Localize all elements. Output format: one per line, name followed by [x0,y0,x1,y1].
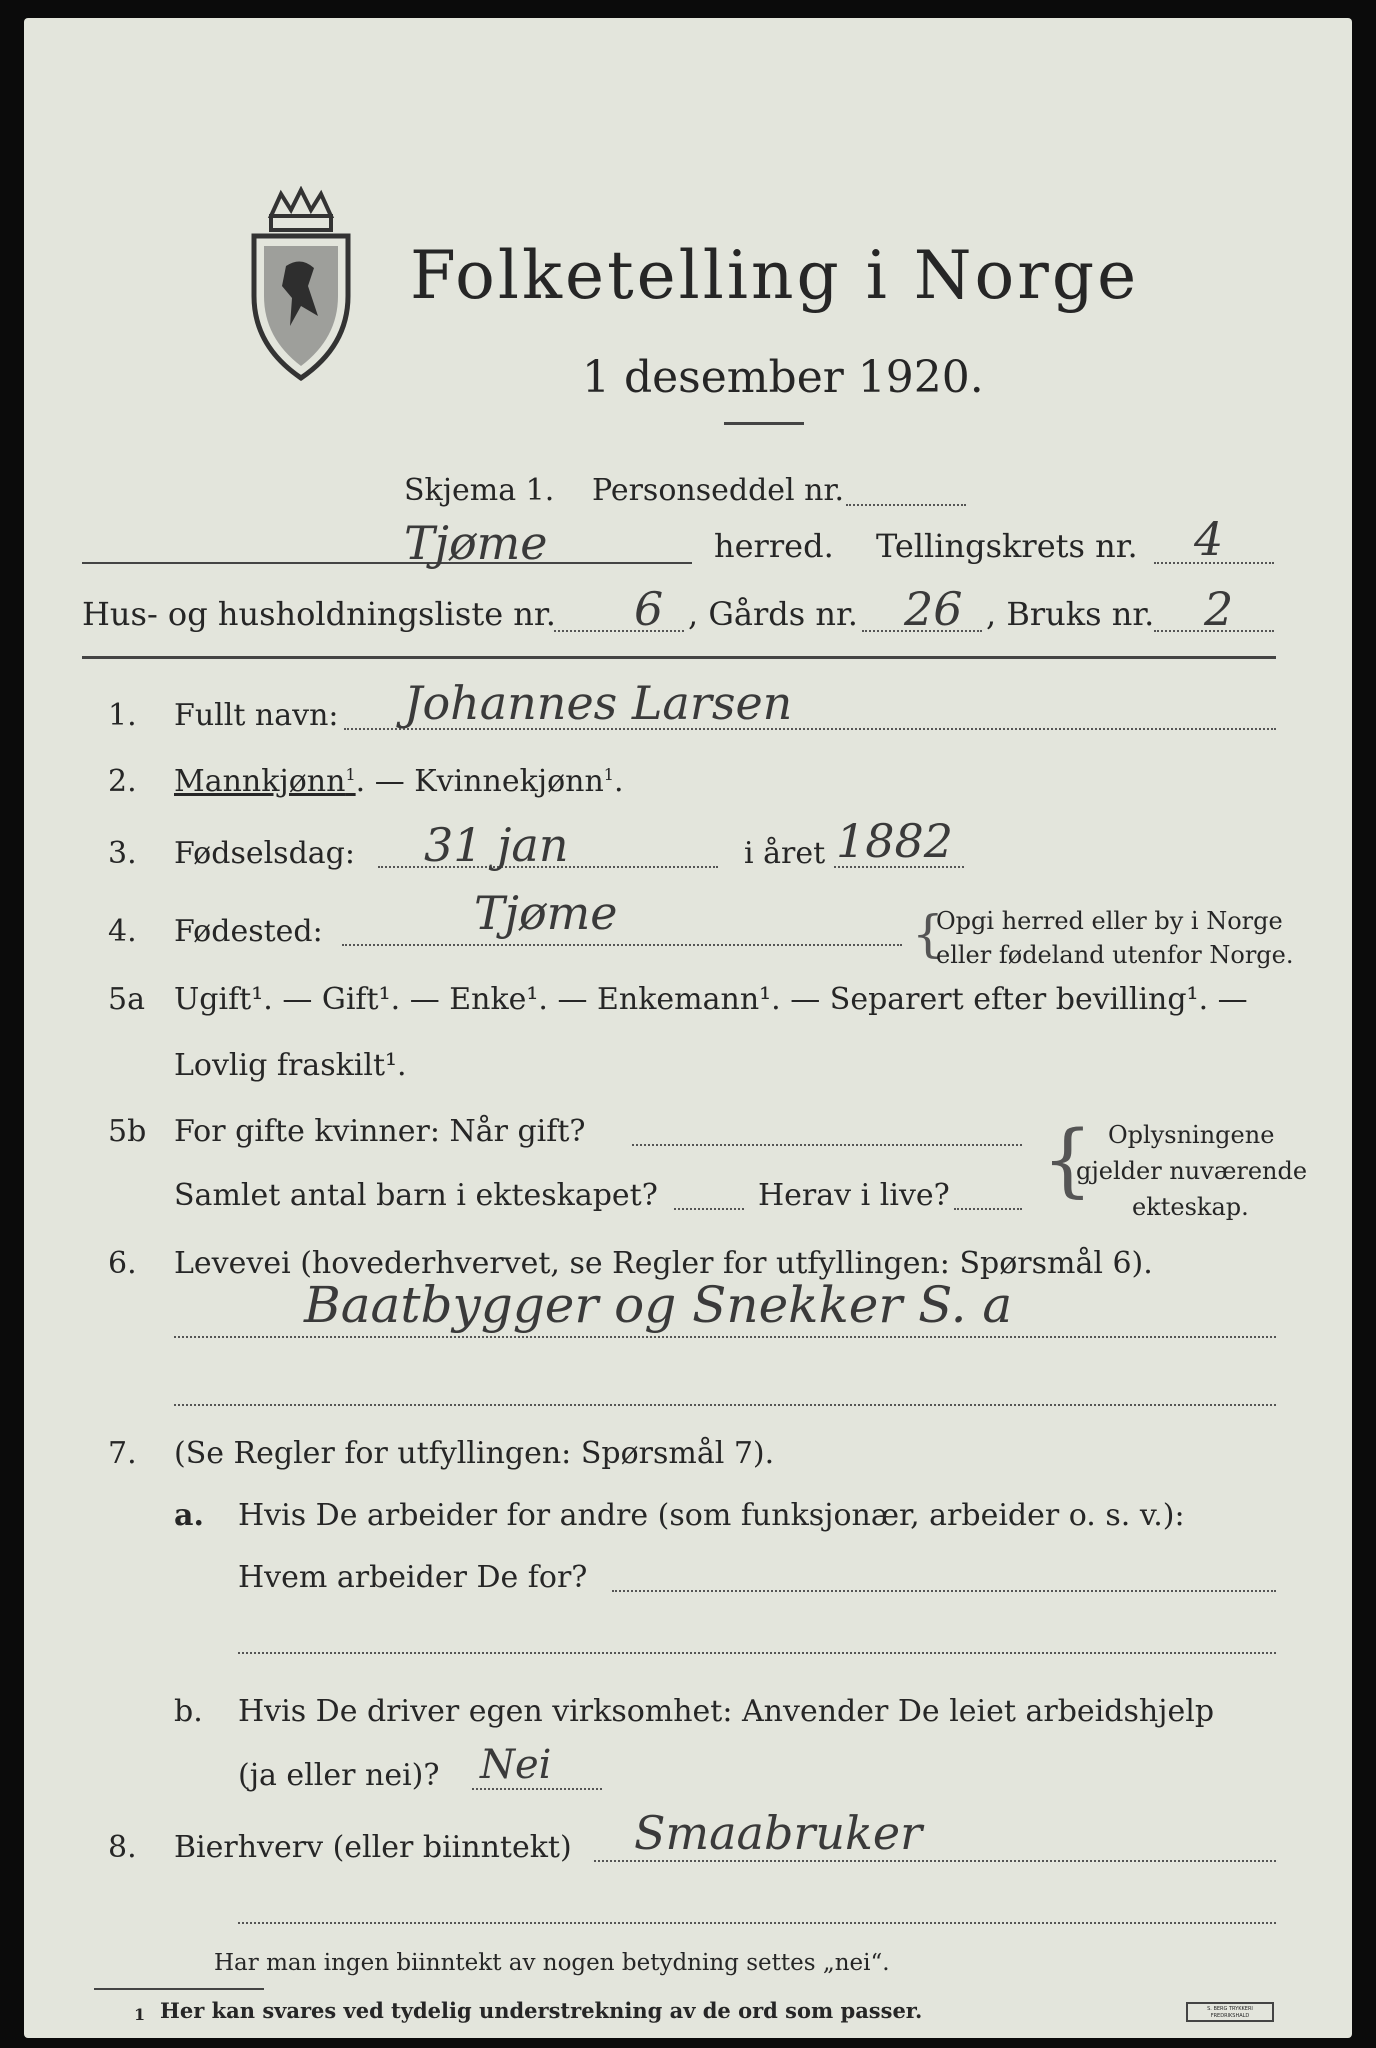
form-subtitle: 1 desember 1920. [582,352,984,403]
printer-stamp [1186,2002,1274,2022]
herred-label: herred. [714,527,834,565]
bierhverv-field-2[interactable] [238,1922,1276,1924]
q7-number: 7. [108,1436,137,1471]
fullt-navn-value: Johannes Larsen [404,676,793,730]
q7a-label2: Hvem arbeider De for? [238,1560,588,1595]
tellingskrets-value: 4 [1194,512,1224,566]
herred-value: Tjøme [404,516,548,570]
kvinnekjonn-text: Kvinnekjønn [414,764,604,799]
q5b-note-line3: ekteskap. [1132,1193,1249,1221]
footer-note: Har man ingen biinntekt av nogen betydning settes „nei“. [214,1950,890,1976]
q8-label: Bierhverv (eller biinntekt) [174,1830,572,1865]
q4-note-line1: Opgi herred eller by i Norge [936,907,1283,935]
q5b-note-line1: Oplysningene [1108,1121,1275,1149]
naar-gift-field[interactable] [632,1144,1022,1146]
form-title: Folketelling i Norge [410,237,1140,314]
hvem-arbeider-field-2[interactable] [238,1652,1276,1654]
bruks-label: , Bruks nr. [986,595,1155,633]
census-form [24,18,1352,2038]
q5b-label2: Samlet antal barn i ekteskapet? [174,1178,658,1213]
levevei-field-2[interactable] [174,1404,1276,1406]
q5b-note-line2: gjelder nuværende [1076,1157,1308,1185]
ja-eller-nei-value: Nei [480,1742,552,1788]
q2-options [174,764,624,800]
q5b-number: 5b [108,1114,147,1149]
footnote-mark: 1 [134,2005,146,2024]
personseddel-label: Personseddel nr. [592,473,845,508]
q2-end: . [613,764,624,799]
q3-number: 3. [108,836,137,871]
q5a-line1[interactable]: Ugift¹. — Gift¹. — Enke¹. — Enkemann¹. — Separert efter bevilling¹. — [174,982,1248,1017]
coat-of-arms-icon [246,186,356,386]
q5b-note-brace: { [1042,1113,1093,1206]
aaret-label: i året [744,836,826,871]
header-divider [82,656,1276,659]
q2-separator: . — [355,764,415,799]
q5b-label1: For gifte kvinner: Når gift? [174,1114,586,1149]
q7-label: (Se Regler for utfyllingen: Spørsmål 7). [174,1436,775,1471]
q7b-number: b. [174,1694,203,1729]
q4-label: Fødested: [174,914,323,949]
personseddel-field[interactable] [846,504,966,506]
gards-label: , Gårds nr. [688,595,858,633]
tellingskrets-label: Tellingskrets nr. [876,527,1138,565]
q7b-label: Hvis De driver egen virksomhet: Anvender De leiet arbeidshjelp [238,1694,1215,1729]
q8-number: 8. [108,1830,137,1865]
q5a-line2[interactable]: Lovlig fraskilt¹. [174,1048,407,1083]
bruks-value: 2 [1204,582,1234,636]
aaret-value: 1882 [836,814,954,868]
q5b-label3: Herav i live? [758,1178,950,1213]
skjema-label: Skjema 1. [404,473,555,508]
title-divider [724,422,804,425]
q2-number: 2. [108,764,137,799]
antal-barn-field[interactable] [674,1208,744,1210]
q4-note-brace: { [912,905,944,963]
bierhverv-value: Smaabruker [634,1806,923,1860]
q6-label: Levevei (hovederhvervet, se Regler for utfyllingen: Spørsmål 6). [174,1246,1153,1281]
printer-stamp-text: S. BERG TRYKKERI FREDRIKSHALD [1207,2006,1253,2019]
q4-number: 4. [108,914,137,949]
q7b-label2: (ja eller nei)? [238,1758,440,1793]
kvinnekjonn-option[interactable]: Kvinnekjønn$^1$ [414,764,614,799]
hus-field[interactable] [554,630,684,632]
q1-label: Fullt navn: [174,698,339,733]
q1-number: 1. [108,698,137,733]
levevei-value: Baatbygger og Snekker S. a [304,1276,1013,1334]
gards-value: 26 [904,582,963,636]
herred-field[interactable] [82,562,692,564]
q7a-number: a. [174,1498,204,1533]
fodested-value: Tjøme [474,886,618,940]
hus-label: Hus- og husholdningsliste nr. [82,595,556,633]
mannkjonn-text: Mannkjønn [174,764,346,799]
q5a-number: 5a [108,982,145,1017]
hvem-arbeider-field[interactable] [612,1590,1276,1592]
herav-i-live-field[interactable] [954,1208,1022,1210]
footnote-text: Her kan svares ved tydelig understrekning av de ord som passer. [160,1998,923,2023]
fodselsdag-value: 31 jan [424,818,569,872]
fodested-field[interactable] [342,944,902,946]
levevei-field-1[interactable] [174,1336,1276,1338]
q7a-label: Hvis De arbeider for andre (som funksjonær, arbeider o. s. v.): [238,1498,1185,1533]
footnote-divider [94,1988,264,1990]
q6-number: 6. [108,1246,137,1281]
q3-label: Fødselsdag: [174,836,355,871]
bierhverv-field[interactable] [594,1860,1276,1862]
hus-value: 6 [634,582,664,636]
mannkjonn-option[interactable]: Mannkjønn$^1$ [174,764,356,799]
q4-note-line2: eller fødeland utenfor Norge. [936,941,1294,969]
